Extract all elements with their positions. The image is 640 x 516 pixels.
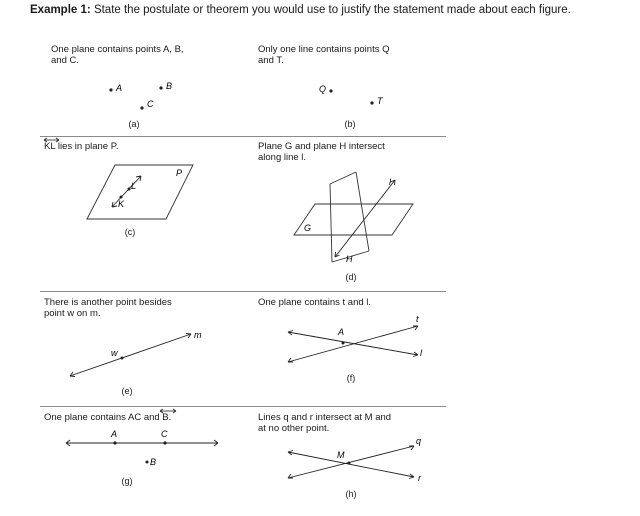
caption-h: (h)	[345, 489, 357, 499]
label-point-c-g: C	[161, 429, 168, 439]
statement-f-line1: One plane contains t and l.	[258, 297, 372, 308]
caption-e: (e)	[121, 386, 133, 396]
caption-c: (c)	[124, 227, 136, 237]
label-plane-g: G	[304, 223, 312, 233]
label-point-b: B	[166, 81, 173, 91]
label-point-k: K	[118, 199, 125, 209]
label-line-q: q	[416, 436, 422, 446]
example-label: Example 1:	[30, 4, 91, 16]
point-m	[348, 462, 351, 465]
label-line-m: m	[194, 330, 202, 340]
caption-a: (a)	[128, 119, 140, 129]
caption-d: (d)	[345, 272, 357, 282]
statement-d-line2: along line l.	[258, 152, 307, 163]
label-point-c: C	[147, 99, 154, 109]
label-line-l: l	[389, 177, 391, 187]
label-point-a-f: A	[338, 327, 345, 337]
label-point-l: L	[131, 181, 137, 191]
label-point-w: w	[111, 348, 118, 358]
label-plane-h: H	[346, 254, 353, 264]
label-line-t: t	[416, 314, 419, 324]
label-line-r: r	[418, 473, 421, 483]
statement-a-line1: One plane contains points A, B,	[51, 44, 184, 55]
statement-a-line2: and C.	[51, 55, 79, 66]
statement-g-line1: One plane contains AC and B.	[44, 412, 172, 423]
label-plane-p: P	[176, 168, 183, 178]
statement-e-line1: There is another point besides	[44, 297, 172, 308]
example-instruction: State the postulate or theorem you would use to justify the statement made about each figure.	[93, 4, 571, 16]
label-point-a-g: A	[111, 429, 118, 439]
statement-h-line1: Lines q and r intersect at M and	[258, 412, 392, 423]
label-line-l-f: l	[420, 348, 422, 358]
caption-b: (b)	[344, 119, 356, 129]
statement-d-line1: Plane G and plane H intersect	[258, 141, 385, 152]
statement-e-line2: point w on m.	[44, 308, 101, 319]
caption-f: (f)	[346, 373, 356, 383]
caption-g: (g)	[121, 476, 133, 486]
label-point-b-g: B	[150, 457, 157, 467]
statement-b-line1: Only one line contains points Q	[258, 44, 390, 55]
statement-b-line2: and T.	[258, 55, 284, 66]
label-point-a: A	[116, 83, 123, 93]
statement-h-line2: at no other point.	[258, 423, 330, 434]
label-point-m: M	[337, 450, 345, 460]
label-point-q: Q	[319, 84, 327, 94]
label-point-t: T	[377, 96, 383, 106]
statement-c-line1: KL lies in plane P.	[44, 141, 119, 152]
